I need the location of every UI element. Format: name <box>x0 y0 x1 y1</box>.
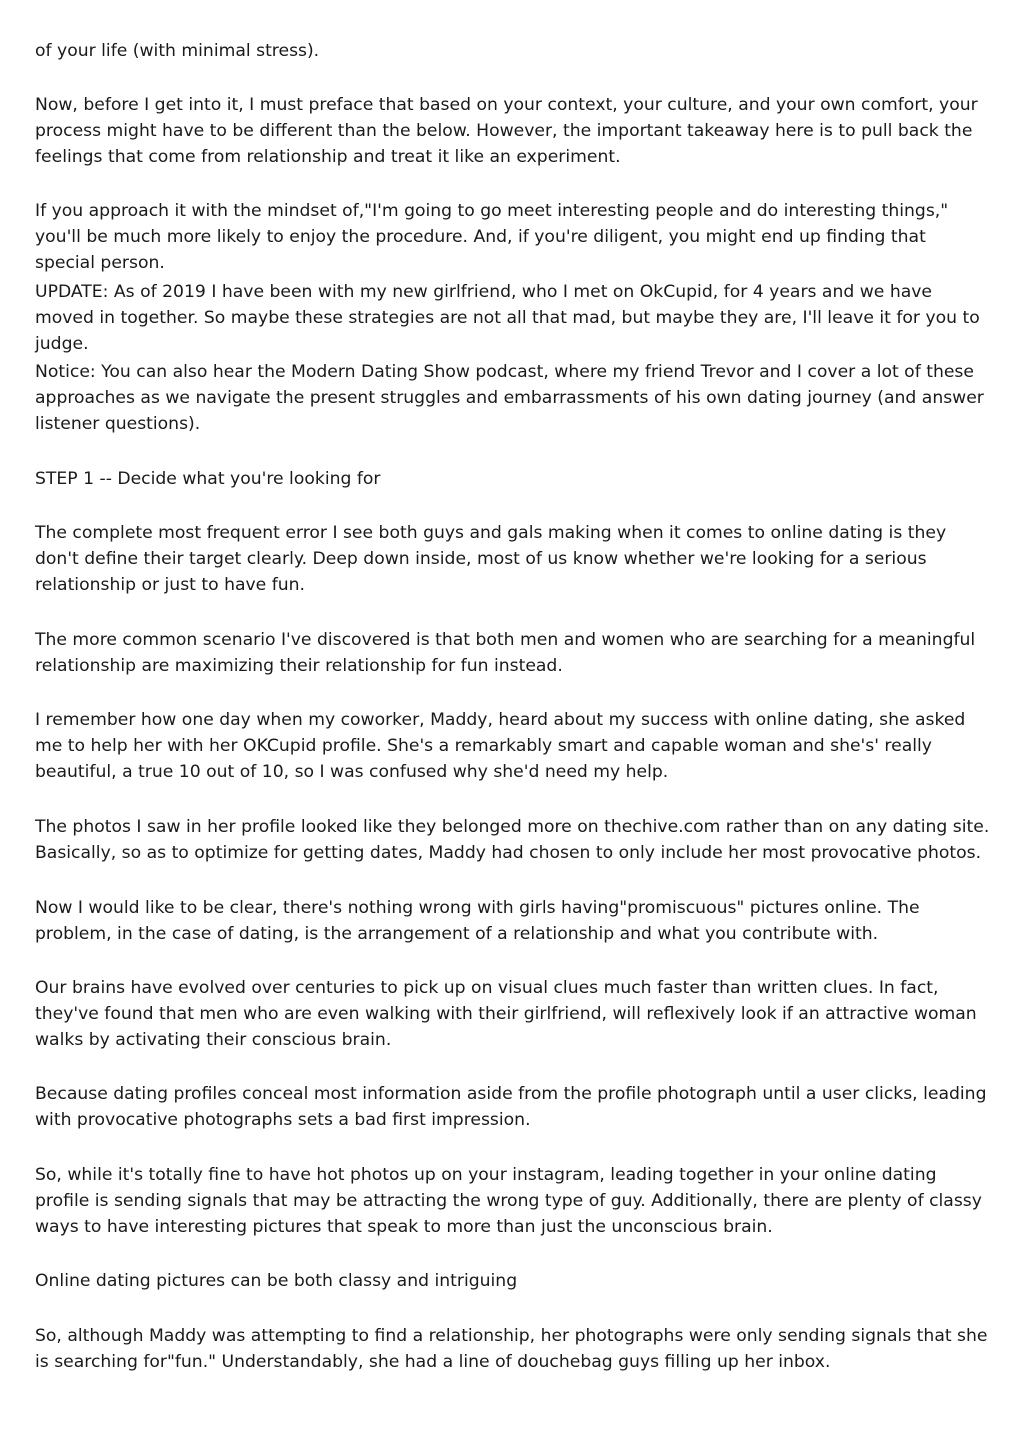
paragraph-mindset: If you approach it with the mindset of,"I'm going to go meet interesting people and do interesting things," you'll be much more likely to enjoy the procedure. And, if you're diligent, you might end up finding that special person. <box>35 201 949 273</box>
paragraph-photos: The photos I saw in her profile looked like they belonged more on thechive.com rather than on any dating site. Basically, so as to optimize for getting dates, Maddy had chosen to only include her most provocative photos. <box>35 817 990 863</box>
paragraph-be-clear: Now I would like to be clear, there's nothing wrong with girls having"promiscuous" pictures online. The problem, in the case of dating, is the arrangement of a relationship and what you contribute with. <box>35 898 920 944</box>
paragraph-notice: Notice: You can also hear the Modern Dating Show podcast, where my friend Trevor and I cover a lot of these approaches as we navigate the present struggles and embarrassments of his own dating journey (and answer listener questions). <box>35 362 984 434</box>
paragraph-first-impression: Because dating profiles conceal most information aside from the profile photograph until a user clicks, leading with provocative photographs sets a bad first impression. <box>35 1084 987 1130</box>
section-heading-step-1: STEP 1 -- Decide what you're looking for <box>35 469 381 489</box>
paragraph-frequent-error: The complete most frequent error I see both guys and gals making when it comes to online dating is they don't define their target clearly. Deep down inside, most of us know whether we're looking for a serious relationship or just to have fun. <box>35 523 947 595</box>
paragraph-maddy-story: I remember how one day when my coworker, Maddy, heard about my success with online dating, she asked me to help her with her OKCupid profile. She's a remarkably smart and capable woman and she's' really beautiful, a true 10 out of 10, so I was confused why she'd need my help. <box>35 710 966 782</box>
paragraph-update: UPDATE: As of 2019 I have been with my new girlfriend, who I met on OkCupid, for 4 years and we have moved in together. So maybe these strategies are not all that mad, but maybe they are, I'll leave it for you to judge. <box>35 282 980 354</box>
paragraph-preface: Now, before I get into it, I must preface that based on your context, your culture, and your own comfort, your process might have to be different than the below. However, the important takeaway here is to pull back the feelings that come from relationship and treat it like an experiment. <box>35 95 978 167</box>
paragraph-signals: So, while it's totally fine to have hot photos up on your instagram, leading together in your online dating profile is sending signals that may be attracting the wrong type of guy. Additionally, there are plenty of classy ways to have interesting pictures that speak to more than just the unconscious brain. <box>35 1165 982 1237</box>
caption-classy-pictures: Online dating pictures can be both classy and intriguing <box>35 1271 518 1291</box>
paragraph-intro-fragment: of your life (with minimal stress). <box>35 41 320 61</box>
paragraph-visual-clues: Our brains have evolved over centuries to pick up on visual clues much faster than written clues. In fact, they've found that men who are even walking with their girlfriend, will reflexively look if an attractive woman walks by activating their conscious brain. <box>35 978 977 1050</box>
paragraph-inbox: So, although Maddy was attempting to find a relationship, her photographs were only sending signals that she is searching for"fun." Understandably, she had a line of douchebag guys filling up her inbox. <box>35 1326 988 1372</box>
paragraph-common-scenario: The more common scenario I've discovered is that both men and women who are searching for a meaningful relationship are maximizing their relationship for fun instead. <box>35 630 976 676</box>
